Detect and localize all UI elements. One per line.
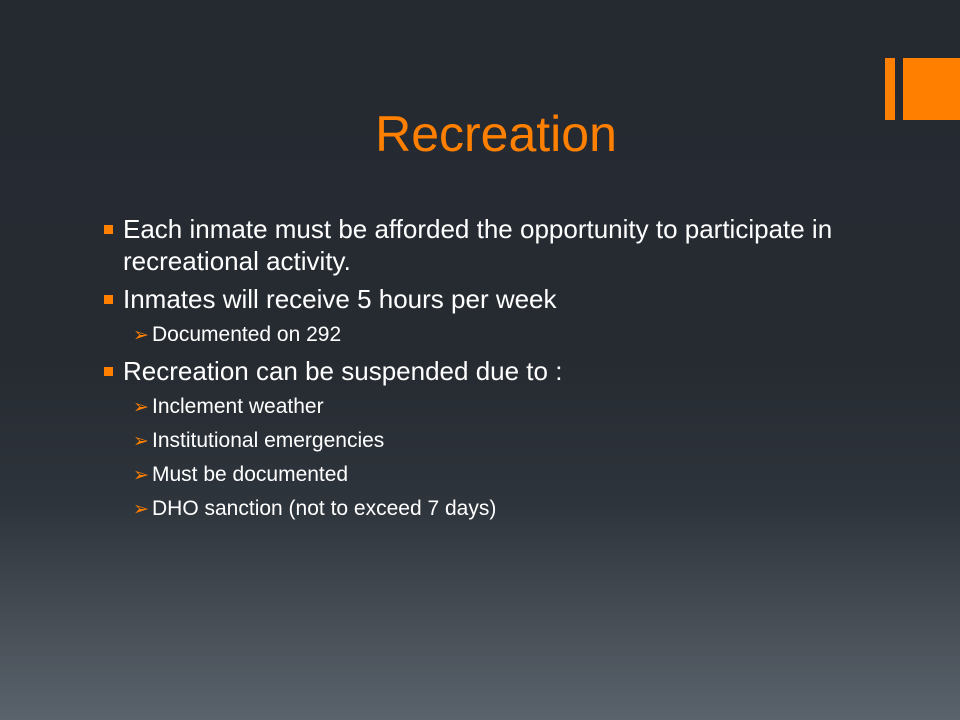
sub-bullet-item: [104, 393, 864, 421]
arrow-bullet-icon: ➢: [133, 325, 149, 346]
bullet-item: [104, 213, 864, 277]
square-bullet-icon: [104, 295, 113, 304]
sub-bullet-text: DHO sanction (not to exceed 7 days): [152, 497, 497, 520]
sub-bullet-text: Inclement weather: [152, 395, 324, 418]
arrow-bullet-icon: ➢: [133, 431, 149, 452]
bullet-list: [104, 213, 864, 529]
bullet-text: Each inmate must be afforded the opportunity to participate in recreational activity.: [123, 214, 833, 276]
bullet-text: Recreation can be suspended due to :: [123, 356, 563, 386]
sub-bullet-item: [104, 495, 864, 523]
sub-bullet-item: [104, 461, 864, 489]
bullet-item: [104, 355, 864, 387]
sub-bullet-text: Institutional emergencies: [152, 429, 385, 452]
square-bullet-icon: [104, 367, 113, 376]
bullet-text: Inmates will receive 5 hours per week: [123, 284, 557, 314]
sub-bullet-item: [104, 427, 864, 455]
arrow-bullet-icon: ➢: [133, 465, 149, 486]
arrow-bullet-icon: ➢: [133, 397, 149, 418]
square-bullet-icon: [104, 225, 113, 234]
sub-bullet-text: Documented on 292: [152, 323, 342, 346]
slide-title: Recreation: [375, 106, 617, 162]
sub-bullet-text: Must be documented: [152, 463, 349, 486]
arrow-bullet-icon: ➢: [133, 499, 149, 520]
bullet-item: [104, 283, 864, 315]
sub-bullet-item: [104, 321, 864, 349]
